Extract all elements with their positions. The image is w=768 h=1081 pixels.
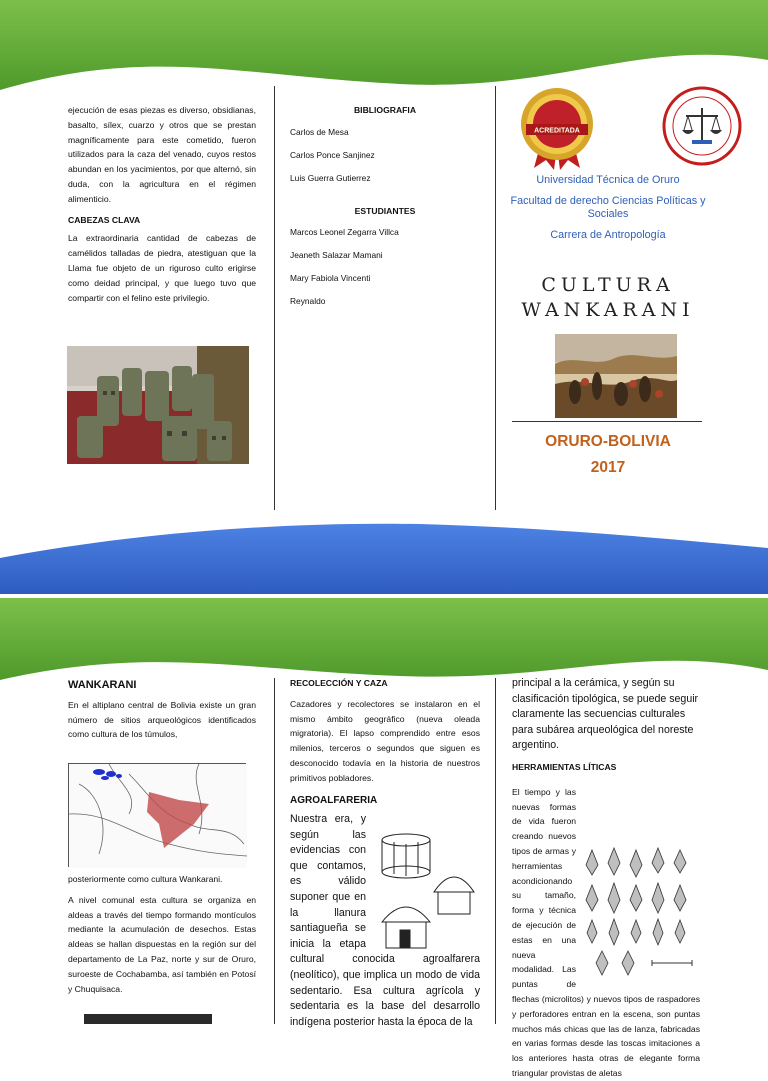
bibliography-item: Carlos Ponce Sanjinez	[290, 149, 375, 160]
page2-left-column	[68, 678, 256, 742]
page2-left-column-continued	[68, 872, 256, 996]
cabezas-clava-heading: CABEZAS CLAVA	[68, 214, 141, 225]
page2-middle-column	[290, 676, 480, 814]
career-name: Carrera de Antropología	[550, 229, 666, 241]
page2-middle-paragraph1: Cazadores y recolectores se instalaron en el mismo ámbito geográfico (nueva oleada migratoria). El lapso comprendido entre esos milenios, terceros o segundos que siguen es desconocido todavía en la historia de nuestros primitivos pobladores.	[290, 698, 480, 783]
page2-right-column	[512, 676, 700, 754]
agroalfareria-paragraph-block	[290, 812, 480, 1030]
wankarani-map	[68, 763, 246, 867]
page2-left-paragraph3: A nivel comunal esta cultura se organiza en aldeas a través del tiempo formando montículos mediante la acumulación de desechos. Estas aldeas se hallan dispuestas en la región sur del departamento de La Paz, norte y sur de Oruro, suroeste de Cochabamba, así también en Potosí y Chuquisaca.	[68, 894, 256, 994]
student-name: Mary Fabiola Vincenti	[290, 273, 371, 284]
page2-left-paragraph2: posteriormente como cultura Wankarani.	[68, 874, 223, 884]
page1-divider-right	[495, 86, 496, 510]
title-wankarani: WANKARANI	[521, 299, 695, 321]
top-decorative-band	[0, 0, 768, 90]
student-name: Jeaneth Salazar Mamani	[290, 250, 383, 261]
page2-divider-left	[274, 678, 275, 1024]
student-name: Reynaldo	[290, 296, 326, 307]
mural-painting	[555, 334, 677, 418]
bibliography-heading: BIBLIOGRAFIA	[353, 105, 417, 115]
cabezas-clava-photo	[67, 346, 249, 464]
page1-left-column	[68, 103, 256, 305]
accreditation-seal	[516, 84, 598, 170]
page2-middle-paragraph2: Nuestra era, y según las evidencias con que contamos, es válido suponer que en la llanura santiagueña se inicia la etapa cultural conocida agroalfarera (neolítico), que implica un modo de vida sedentario. Esa cultura agrícola y sedentaria es la base del desarrollo indígena posterior hasta la época de la	[290, 813, 480, 1028]
seal-text: ACREDITADA	[534, 127, 580, 135]
recoleccion-heading: RECOLECCIÓN Y CAZA	[290, 678, 388, 688]
student-name: Marcos Leonel Zegarra Villca	[290, 227, 399, 238]
utc-law-faculty-logo	[662, 86, 742, 166]
huts-illustration	[372, 822, 480, 952]
title-underline	[512, 421, 702, 422]
page2-right-paragraph2: El tiempo y las nuevas formas de vida fueron creando nuevos tipos de armas y herramientas acondicionando su tamaño, forma y técnica de ejecución de estas en una nueva modalidad. Las puntas de flechas (microlitos) y nuevos tipos de raspadores y perforadores entran en la escena, son puntas muchos más chicas que las de lanza, fabricadas en varias formas desde las toscas imitaciones a los anteriores hasta otras de elegante forma triangular provistas de aletas	[512, 786, 700, 1078]
page2-right-paragraph1: principal a la cerámica, y según su clasificación tipológica, se puede seguir claramente las secuencias culturales para subárea arqueológica del noreste argentino.	[512, 677, 699, 752]
title-cultura: CULTURA	[541, 274, 675, 296]
students-heading: ESTUDIANTES	[354, 205, 416, 216]
page1-divider-left	[274, 86, 275, 510]
page1-middle-column	[290, 103, 480, 317]
agroalfareria-heading: AGROALFARERIA	[290, 794, 378, 806]
university-info	[508, 174, 708, 242]
page2-right-column-lower	[512, 760, 700, 1081]
wankarani-heading: WANKARANI	[68, 679, 137, 691]
herramientas-liticas-heading: HERRAMIENTAS LÍTICAS	[512, 762, 617, 772]
page1-left-paragraph1: ejecución de esas piezas es diverso, obsidianas, basalto, sílex, cuarzo y otros que se prestan magníficamente para este cometido, fueron utilizados para la caza del venado, cuyos restos abundan en los yacimientos, por que alternó, sin duda, con la agricultura en el régimen alimenticio.	[68, 105, 256, 204]
page2-left-paragraph1: En el altiplano central de Bolivia existe un gran número de sitios arqueológicos identificados como cultura de los túmulos,	[68, 699, 256, 740]
faculty-name: Facultad de derecho Ciencias Políticas y Sociales	[510, 195, 706, 220]
bibliography-item: Luis Guerra Gutierrez	[290, 172, 371, 183]
lithic-points-illustration	[582, 845, 700, 983]
bibliography-item: Carlos de Mesa	[290, 126, 349, 137]
page1-left-paragraph2: La extraordinaria cantidad de cabezas de camélidos talladas de piedra, atestiguan que la Llama fue objeto de un riguroso culto erigirse como deidad principal, y que luego tuvo que compartir con el felino este privilegio.	[68, 233, 256, 303]
page2-divider-right	[495, 678, 496, 1024]
middle-decorative-band	[0, 520, 768, 680]
university-name: Universidad Técnica de Oruro	[536, 174, 680, 186]
brochure-title	[508, 273, 708, 323]
place-and-year	[508, 429, 708, 481]
page2-photo-bottom	[84, 1014, 212, 1024]
place-name: ORURO-BOLIVIA	[545, 433, 671, 450]
year: 2017	[590, 459, 626, 476]
